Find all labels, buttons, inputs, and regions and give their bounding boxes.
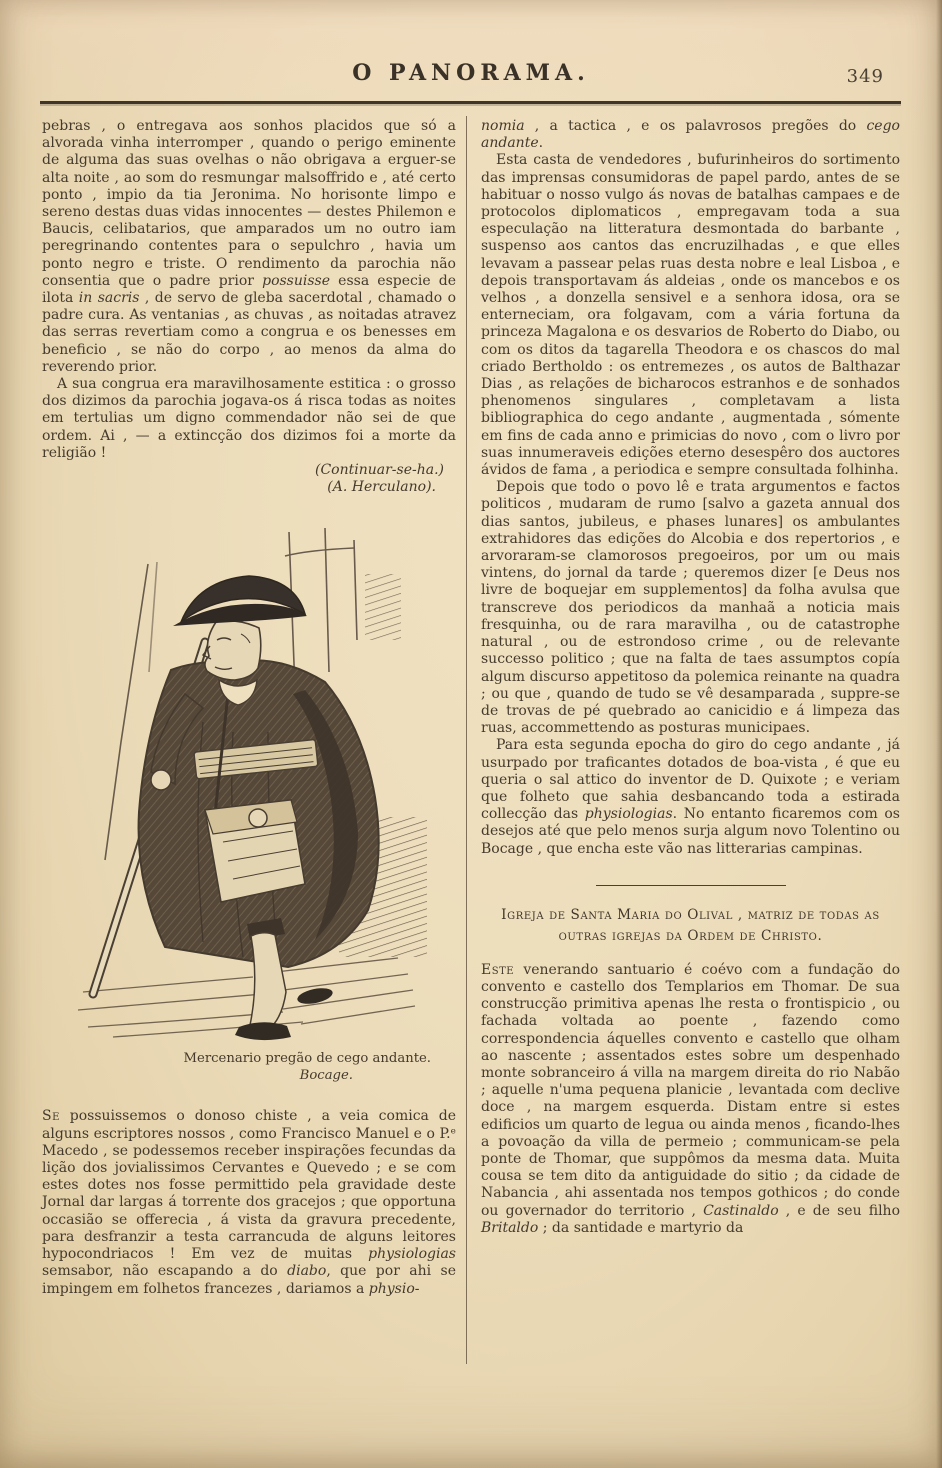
left-column-bottom-text [42,1108,456,1297]
figure-caption: Mercenario pregão de cego andante. [183,1051,431,1067]
paragraph: Se possuissemos o donoso chiste , a veia comica de alguns escriptores nossos , como Francisco Manuel e o P.ᵉ Macedo , se podessemos receber inspirações fecundas da lição dos jovialissimos Cervantes e Quevedo ; e se com estes dotes nos fosse permittido pela gravidade deste Jornal dar largas á torrente dos gracejos ; que opportuna occasião se offerecia , á vista da gravura precedente, para desfranzir a testa carrancuda de alguns leitores hypocondriacos ! Em vez de muitas physiologias semsabor, não escapando a do diabo, que por ahi se impingem em folhetos francezes , dariamos a physio- [42,1108,456,1297]
masthead-title: O PANORAMA. [352,60,590,86]
scan-edge-shadow [936,0,942,1468]
paragraph: A sua congrua era maravilhosamente estitica : o grosso dos dizimos da parochia jogava-os á risca todas as noites em tertulias um digno commendador não sei de que ordem. Ai , — a extincção dos dizimos foi a morte da religião ! [42,376,456,461]
figure-credit: Bocage. [299,1068,353,1084]
article-heading: Igreja de Santa Maria do Olival , matriz de todas as outras igrejas da Ordem de Christo. [501,906,880,944]
column-divider [466,116,467,1364]
engraving-illustration [53,522,445,1042]
paragraph: Para esta segunda epocha do giro do cego andante , já usurpado por traficantes dotados de boa-vista , é que eu queria o sal attico do inventor de D. Quixote ; e veriam que folheto que sahia desbancando toda a estirada collecção das physiologias. No entanto ficaremos com os desejos até que pelo menos surja algum novo Tolentino ou Bocage , que encha este vão nas litterarias campinas. [481,737,900,857]
paragraph: pebras , o entregava aos sonhos placidos que só a alvorada vinha interromper , quando o perigo eminente de alguma das suas ovelhas o não obrigava a erguer-se alta noite , ao som do resmungar malsoffrido e , até certo ponto , impio da tia Jeronima. No horisonte limpo e sereno destas duas vidas innocentes — destes Philemon e Baucis, celibatarios, que amparados um no outro iam peregrinando contentes para o sepulchro , havia um ponto negro e triste. O rendimento da parochia não consentia que o padre prior possuisse essa especie de ilota in sacris , de servo de gleba sacerdotal , chamado o padre cura. As ventanias , as chuvas , as noitadas atravez das serras revertiam como a congrua e os benesses em beneficio , se não do corpo , ao menos da alma do reverendo prior. [42,118,457,375]
header-rule [40,101,901,104]
left-column [42,118,456,1298]
paragraph: Depois que todo o povo lê e trata argumentos e factos politicos , mudaram de rumo [salvo a gazeta annual dos dias santos, jubileus, e phases lunares] os ambulantes extrahidores das edições do Alcobia e dos repertorios , e arvoraram-se clamorosos pregoeiros, por um ou mais vintens, do jornal da tarde ; queremos dizer [e Deus nos livre de boquejar em supplementos] da folha avulsa que transcreve dos periodicos da manhaã a noticia mais fresquinha, ou de rara maravilha , ou de catastrophe natural , ou de estrondoso crime , ou de relevante successo politico ; que na falta de taes assumptos copía algum discurso appetitoso da polemica reinante na quadra ; ou que , quando de tudo se vê desamparada , suppre-se de trovas de pé quebrado ao canicidio e á limpeza das ruas, accommettendo as posturas municipaes. [481,479,900,737]
paragraph: nomia , a tactica , e os palavrosos pregões do cego andante. [481,118,900,152]
paragraph: Esta casta de vendedores , bufurinheiros do sortimento das imprensas consumidoras de papel pardo, antes de se habituar o nosso vulgo ás novas de batalhas campaes e de protocolos diplomaticos , empregavam toda a sua especulação na litteratura desmontada do barbante , suspenso aos cantos das encruzilhadas , e que elles levavam a passear pelas ruas desta nobre e leal Lisboa , e depois transportavam ás aldeias , onde os mancebos e os velhos , a donzella sensivel e a senhora idosa, ora se enterneciam, ora folgavam, com a vária fortuna da princeza Magalona e os desvarios de Roberto do Diabo, ou com os ditos da tagarella Theodora e os chascos do mal criado Bertholdo : os entremezes , os autos de Balthazar Dias , as relações de bicharocos estranhos e de sonhados phenomenos singulares , completavam a lista bibliographica do cego andante , augmentada , sómente em fins de cada anno e primicias do novo , com o livro por suas innumeraveis edições eterno desespêro dos auctores ávidos de fama , a periodica e sempre consultada folhinha. [481,152,900,479]
right-column [481,118,900,1237]
paragraph: (A. Herculano). [327,479,436,496]
paragraph: (Continuar-se-ha.) [314,462,444,479]
hand [151,770,171,790]
right-column-article-text [481,962,900,1237]
figure-caption-block [53,1050,445,1084]
left-column-top-text [42,118,456,496]
engraving-blind-vendor [53,522,445,1084]
head [203,621,261,680]
page-number: 349 [846,66,884,87]
hat [173,576,307,626]
paragraph: Este venerando santuario é coévo com a fundação do convento e castello dos Templarios em Thomar. De sua construcção primitiva apenas lhe resta o frontispicio , ou fachada voltada ao poente , fazendo como correspondencia áquelles convento e castello que olham ao nascente ; assentados estes sobre um despenhado monte sobranceiro á villa na margem direita do rio Nabão ; aquelle n'uma pequena planicie , levantada com declive doce , na margem esquerda. Distam entre si estes edificios um quarto de legua ou ainda menos , ficando-lhes a povoação da villa de permeio ; communicam-se pela ponte de Thomar, que suppômos da mesma data. Muita cousa se tem dito da antiguidade do sitio ; da cidade de Nabancia , ahi assentada nos tempos gothicos ; do conde ou governador do territorio , Castinaldo , e de seu filho Britaldo ; da santidade e martyrio da [481,961,900,1236]
article-divider-rule [596,885,786,886]
right-column-top-text [481,118,900,858]
